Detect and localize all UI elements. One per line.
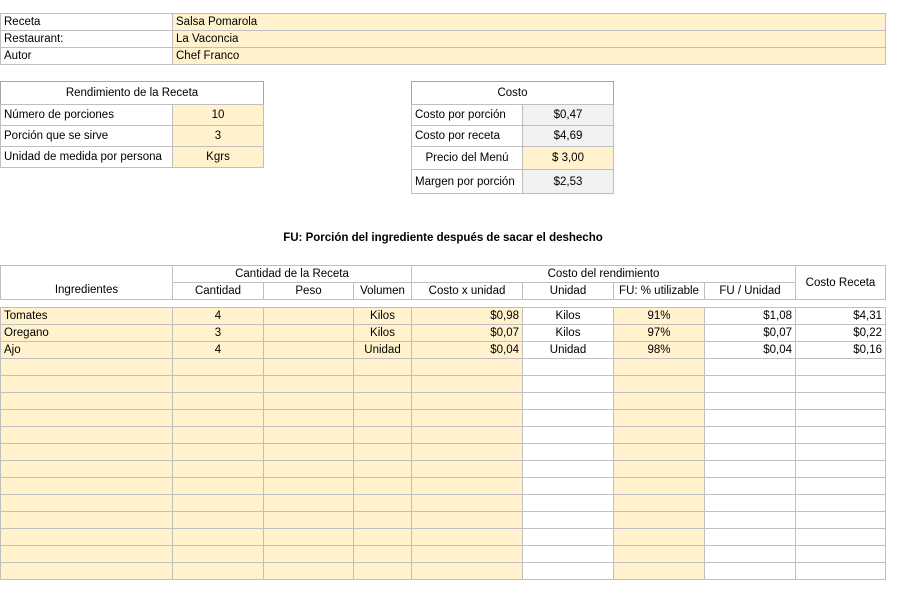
cost-per-recipe-value[interactable]: $4,69 <box>522 125 614 147</box>
serving-label: Porción que se sirve <box>0 125 173 147</box>
cell-unidad[interactable] <box>522 562 614 580</box>
cell-cantidad[interactable] <box>172 528 264 546</box>
cell-unidad[interactable] <box>522 426 614 444</box>
cell-costo-unidad[interactable] <box>411 392 523 410</box>
cell-costo-receta[interactable]: $4,31 <box>795 307 886 325</box>
cell-ingrediente[interactable]: Ajo <box>0 341 173 359</box>
cell-fu-pct[interactable] <box>613 562 705 580</box>
cell-unidad[interactable] <box>522 375 614 393</box>
cell-unidad[interactable] <box>522 460 614 478</box>
cell-costo-receta[interactable] <box>795 494 886 512</box>
cell-ingrediente[interactable] <box>0 392 173 410</box>
cell-volumen[interactable] <box>353 494 412 512</box>
cell-ingrediente[interactable] <box>0 477 173 495</box>
recipe-label: Receta <box>0 13 173 31</box>
cell-volumen[interactable] <box>353 392 412 410</box>
cell-cantidad[interactable] <box>172 392 264 410</box>
cell-unidad[interactable] <box>522 443 614 461</box>
cell-ingrediente[interactable] <box>0 443 173 461</box>
cell-fu-pct[interactable] <box>613 477 705 495</box>
cell-peso[interactable] <box>263 375 354 393</box>
portions-label: Número de porciones <box>0 104 173 126</box>
cell-unidad[interactable]: Kilos <box>522 307 614 325</box>
cell-cantidad[interactable] <box>172 426 264 444</box>
col-peso-header: Peso <box>263 282 354 300</box>
cell-peso[interactable] <box>263 477 354 495</box>
cell-fu-pct[interactable] <box>613 426 705 444</box>
cell-volumen[interactable]: Kilos <box>353 324 412 342</box>
yield-title: Rendimiento de la Receta <box>0 81 264 105</box>
col-cantidad-header: Cantidad <box>172 282 264 300</box>
cell-fu-unidad[interactable] <box>704 511 796 529</box>
cell-fu-pct[interactable]: 98% <box>613 341 705 359</box>
cell-cantidad[interactable] <box>172 511 264 529</box>
col-fu-unidad-header: FU / Unidad <box>704 282 796 300</box>
cell-fu-pct[interactable] <box>613 375 705 393</box>
cell-peso[interactable] <box>263 443 354 461</box>
cell-fu-unidad[interactable] <box>704 545 796 563</box>
cell-fu-pct[interactable] <box>613 392 705 410</box>
cell-fu-unidad[interactable] <box>704 494 796 512</box>
col-fu-pct-header: FU: % utilizable <box>613 282 705 300</box>
cost-per-portion-label: Costo por porción <box>411 104 523 126</box>
cell-fu-unidad[interactable] <box>704 426 796 444</box>
cell-costo-receta[interactable] <box>795 562 886 580</box>
cell-costo-receta[interactable] <box>795 460 886 478</box>
cell-volumen[interactable] <box>353 358 412 376</box>
cell-costo-unidad[interactable] <box>411 562 523 580</box>
cell-costo-unidad[interactable] <box>411 358 523 376</box>
col-volumen-header: Volumen <box>353 282 412 300</box>
cell-cantidad[interactable] <box>172 358 264 376</box>
cell-volumen[interactable] <box>353 545 412 563</box>
restaurant-label: Restaurant: <box>0 30 173 48</box>
restaurant-value-cell[interactable]: La Vaconcia <box>172 30 886 48</box>
cell-fu-pct[interactable]: 97% <box>613 324 705 342</box>
cell-ingrediente[interactable] <box>0 494 173 512</box>
cell-fu-pct[interactable] <box>613 443 705 461</box>
group-quantity-header: Cantidad de la Receta <box>172 265 412 283</box>
cell-costo-receta[interactable] <box>795 358 886 376</box>
cost-title: Costo <box>411 81 614 105</box>
cell-fu-unidad[interactable]: $0,04 <box>704 341 796 359</box>
cell-ingrediente[interactable]: Tomates <box>0 307 173 325</box>
cell-unidad[interactable]: Unidad <box>522 341 614 359</box>
cell-fu-unidad[interactable] <box>704 375 796 393</box>
fu-note: FU: Porción del ingrediente después de sacar el deshecho <box>283 232 603 244</box>
cell-ingrediente[interactable] <box>0 545 173 563</box>
cell-volumen[interactable] <box>353 477 412 495</box>
group-cost-header: Costo del rendimiento <box>411 265 796 283</box>
cell-costo-receta[interactable] <box>795 477 886 495</box>
serving-value-cell[interactable]: 3 <box>172 125 264 147</box>
cell-fu-unidad[interactable] <box>704 477 796 495</box>
cell-unidad[interactable] <box>522 528 614 546</box>
cell-costo-unidad[interactable]: $0,04 <box>411 341 523 359</box>
cell-fu-unidad[interactable] <box>704 409 796 427</box>
cell-volumen[interactable] <box>353 528 412 546</box>
cell-ingrediente[interactable] <box>0 562 173 580</box>
cell-costo-unidad[interactable] <box>411 477 523 495</box>
cell-cantidad[interactable] <box>172 375 264 393</box>
cell-fu-unidad[interactable] <box>704 528 796 546</box>
cell-cantidad[interactable]: 4 <box>172 341 264 359</box>
cell-costo-unidad[interactable] <box>411 511 523 529</box>
cell-fu-pct[interactable] <box>613 409 705 427</box>
cell-peso[interactable] <box>263 494 354 512</box>
cell-costo-receta[interactable] <box>795 443 886 461</box>
cell-unidad[interactable] <box>522 409 614 427</box>
cell-fu-unidad[interactable]: $1,08 <box>704 307 796 325</box>
cell-fu-unidad[interactable] <box>704 392 796 410</box>
cell-ingrediente[interactable] <box>0 358 173 376</box>
cell-volumen[interactable]: Kilos <box>353 307 412 325</box>
cell-cantidad[interactable] <box>172 409 264 427</box>
cell-ingrediente[interactable] <box>0 460 173 478</box>
cell-ingrediente[interactable] <box>0 426 173 444</box>
cell-volumen[interactable] <box>353 409 412 427</box>
cell-volumen[interactable]: Unidad <box>353 341 412 359</box>
cell-costo-receta[interactable] <box>795 375 886 393</box>
cell-peso[interactable] <box>263 409 354 427</box>
cost-per-portion-value[interactable]: $0,47 <box>522 104 614 126</box>
cell-peso[interactable] <box>263 528 354 546</box>
cell-volumen[interactable] <box>353 375 412 393</box>
cell-cantidad[interactable] <box>172 494 264 512</box>
cell-peso[interactable] <box>263 341 354 359</box>
cell-costo-receta[interactable] <box>795 409 886 427</box>
cell-peso[interactable] <box>263 511 354 529</box>
cell-volumen[interactable] <box>353 460 412 478</box>
cell-costo-unidad[interactable] <box>411 409 523 427</box>
author-value-cell[interactable]: Chef Franco <box>172 47 886 65</box>
cell-costo-receta[interactable] <box>795 545 886 563</box>
cell-peso[interactable] <box>263 426 354 444</box>
cell-costo-unidad[interactable] <box>411 494 523 512</box>
col-ingredients-header: Ingredientes <box>0 265 173 300</box>
cell-unidad[interactable] <box>522 358 614 376</box>
cell-cantidad[interactable] <box>172 443 264 461</box>
cell-volumen[interactable] <box>353 443 412 461</box>
col-costo-receta-header: Costo Receta <box>795 265 886 300</box>
cell-fu-pct[interactable] <box>613 460 705 478</box>
cell-costo-receta[interactable] <box>795 511 886 529</box>
cell-fu-unidad[interactable] <box>704 443 796 461</box>
cell-volumen[interactable] <box>353 426 412 444</box>
cell-peso[interactable] <box>263 392 354 410</box>
cell-costo-unidad[interactable] <box>411 375 523 393</box>
cell-costo-unidad[interactable]: $0,98 <box>411 307 523 325</box>
cell-ingrediente[interactable] <box>0 375 173 393</box>
margin-value[interactable]: $2,53 <box>522 169 614 194</box>
cell-costo-receta[interactable] <box>795 528 886 546</box>
margin-label: Margen por porción <box>411 169 523 194</box>
unit-label: Unidad de medida por persona <box>0 146 173 168</box>
col-costo-unidad-header: Costo x unidad <box>411 282 523 300</box>
col-unidad-header: Unidad <box>522 282 614 300</box>
cell-fu-unidad[interactable]: $0,07 <box>704 324 796 342</box>
cell-ingrediente[interactable] <box>0 409 173 427</box>
cell-cantidad[interactable]: 3 <box>172 324 264 342</box>
cell-fu-pct[interactable]: 91% <box>613 307 705 325</box>
cell-unidad[interactable] <box>522 392 614 410</box>
cell-fu-pct[interactable] <box>613 545 705 563</box>
cell-costo-unidad[interactable] <box>411 528 523 546</box>
cell-unidad[interactable]: Kilos <box>522 324 614 342</box>
cell-ingrediente[interactable] <box>0 528 173 546</box>
cell-cantidad[interactable] <box>172 562 264 580</box>
cell-volumen[interactable] <box>353 511 412 529</box>
cell-peso[interactable] <box>263 562 354 580</box>
cell-peso[interactable] <box>263 324 354 342</box>
unit-value-cell[interactable]: Kgrs <box>172 146 264 168</box>
cell-peso[interactable] <box>263 460 354 478</box>
cell-fu-unidad[interactable] <box>704 358 796 376</box>
cell-fu-pct[interactable] <box>613 511 705 529</box>
cell-cantidad[interactable] <box>172 460 264 478</box>
cell-fu-pct[interactable] <box>613 494 705 512</box>
cell-costo-receta[interactable]: $0,22 <box>795 324 886 342</box>
cell-unidad[interactable] <box>522 477 614 495</box>
cell-costo-unidad[interactable] <box>411 443 523 461</box>
cell-peso[interactable] <box>263 358 354 376</box>
cell-ingrediente[interactable]: Oregano <box>0 324 173 342</box>
cell-cantidad[interactable] <box>172 477 264 495</box>
cell-costo-unidad[interactable]: $0,07 <box>411 324 523 342</box>
cell-costo-receta[interactable] <box>795 426 886 444</box>
cost-per-recipe-label: Costo por receta <box>411 125 523 147</box>
cell-fu-unidad[interactable] <box>704 460 796 478</box>
cell-peso[interactable] <box>263 307 354 325</box>
cell-peso[interactable] <box>263 545 354 563</box>
cell-fu-unidad[interactable] <box>704 562 796 580</box>
cell-unidad[interactable] <box>522 545 614 563</box>
cell-unidad[interactable] <box>522 494 614 512</box>
cell-unidad[interactable] <box>522 511 614 529</box>
menu-price-value-cell[interactable]: $ 3,00 <box>522 146 614 170</box>
cell-ingrediente[interactable] <box>0 511 173 529</box>
cell-costo-receta[interactable] <box>795 392 886 410</box>
cell-cantidad[interactable] <box>172 545 264 563</box>
portions-value-cell[interactable]: 10 <box>172 104 264 126</box>
menu-price-label: Precio del Menú <box>411 146 523 170</box>
cell-cantidad[interactable]: 4 <box>172 307 264 325</box>
cell-costo-unidad[interactable] <box>411 426 523 444</box>
cell-costo-receta[interactable]: $0,16 <box>795 341 886 359</box>
cell-costo-unidad[interactable] <box>411 545 523 563</box>
cell-volumen[interactable] <box>353 562 412 580</box>
cell-costo-unidad[interactable] <box>411 460 523 478</box>
author-label: Autor <box>0 47 173 65</box>
cell-fu-pct[interactable] <box>613 528 705 546</box>
cell-fu-pct[interactable] <box>613 358 705 376</box>
recipe-value-cell[interactable]: Salsa Pomarola <box>172 13 886 31</box>
